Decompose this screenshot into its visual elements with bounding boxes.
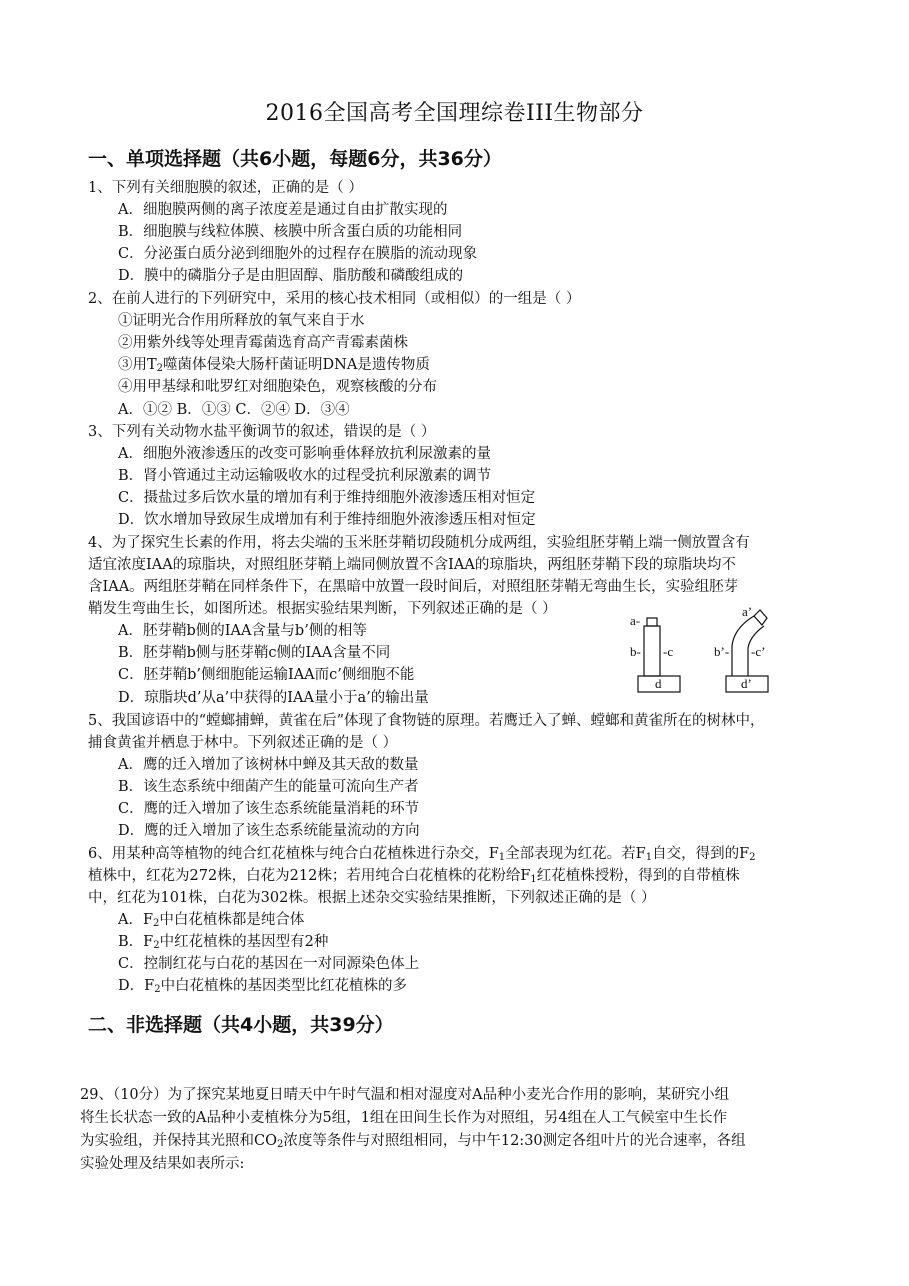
question-5-stem-1: 5、我国谚语中的“螳螂捕蝉，黄雀在后”体现了食物链的原理。若鹰迁入了蝉、螳螂和黄雀所在的树林中， xyxy=(88,713,765,729)
q2-item-3: ③用$T_2$噬菌体侵染大肠杆菌证明DNA是遗传物质 xyxy=(118,357,430,374)
label-c: -c xyxy=(663,644,674,659)
question-29-line-2: 将生长状态一致的A品种小麦植株分为5组，1组在田间生长作为对照组，另4组在人工气候室中生长作 xyxy=(80,1110,728,1126)
coleoptile-diagram xyxy=(626,606,786,698)
coleoptile-control xyxy=(644,626,660,676)
q2-item-4: ④用甲基绿和吡罗红对细胞染色，观察核酸的分布 xyxy=(118,379,437,395)
question-1-stem: 1、下列有关细胞膜的叙述，正确的是（ ） xyxy=(88,180,363,196)
q5-option-b: B．该生态系统中细菌产生的能量可流向生产者 xyxy=(118,779,419,795)
q5-option-a: A．鹰的迁入增加了该树林中蝉及其天敌的数量 xyxy=(118,757,419,773)
q2-item-2: ②用紫外线等处理青霉菌选育高产青霉素菌株 xyxy=(118,335,408,351)
question-29-line-3: 为实验组，并保持其光照和$CO_2$浓度等条件与对照组相同，与中午12:30测定各组叶片的光合速率，各组 xyxy=(80,1133,746,1150)
section-heading-nonchoice: 二、非选择题（共4小题，共39分） xyxy=(88,1014,394,1036)
question-4-stem-2: 适宜浓度IAA的琼脂块，对照组胚芽鞘上端同侧放置不含IAA的琼脂块，两组胚芽鞘下段的琼脂块均不 xyxy=(88,557,736,573)
question-4-stem-1: 4、为了探究生长素的作用，将去尖端的玉米胚芽鞘切段随机分成两组，实验组胚芽鞘上端一侧放置含有 xyxy=(88,535,750,551)
question-2-stem: 2、在前人进行的下列研究中，采用的核心技术相同（或相似）的一组是（ ） xyxy=(88,291,581,307)
agar-block-a xyxy=(647,618,657,626)
q3-option-c: C．摄盐过多后饮水量的增加有利于维持细胞外液渗透压相对恒定 xyxy=(118,490,536,506)
question-29-line-4: 实验处理及结果如表所示: xyxy=(80,1156,245,1172)
q1-option-b: B．细胞膜与线粒体膜、核膜中所含蛋白质的功能相同 xyxy=(118,224,463,240)
q1-option-a: A．细胞膜两侧的离子浓度差是通过自由扩散实现的 xyxy=(118,202,448,218)
q6-option-d: D．$F_2$中白花植株的基因类型比红花植株的多 xyxy=(118,978,408,995)
q3-option-b: B．肾小管通过主动运输吸收水的过程受抗利尿激素的调节 xyxy=(118,468,492,484)
label-a: a- xyxy=(630,613,641,628)
q5-option-d: D．鹰的迁入增加了该生态系统能量流动的方向 xyxy=(118,823,420,839)
question-6-stem-3: 中，红花为101株，白花为302株。根据上述杂交实验结果推断，下列叙述正确的是（ ） xyxy=(88,890,656,906)
q4-option-a: A．胚芽鞘b侧的IAA含量与b’侧的相等 xyxy=(118,623,367,639)
question-3-stem: 3、下列有关动物水盐平衡调节的叙述，错误的是（ ） xyxy=(88,424,436,440)
question-6-stem-1: 6、用某种高等植物的纯合红花植株与纯合白花植株进行杂交，$F_1$全部表现为红花。若$F_1$自交，得到的$F_2$ xyxy=(88,846,756,863)
label-c-prime: -c’ xyxy=(751,644,766,659)
q6-option-a: A．$F_2$中白花植株都是纯合体 xyxy=(118,912,305,929)
label-a-prime: a’ xyxy=(742,606,753,619)
label-d: d xyxy=(655,676,662,691)
q3-option-d: D．饮水增加导致尿生成增加有利于维持细胞外液渗透压相对恒定 xyxy=(118,512,536,528)
q6-option-c: C．控制红花与白花的基因在一对同源染色体上 xyxy=(118,956,420,972)
label-b: b- xyxy=(630,644,641,659)
q4-option-b: B．胚芽鞘b侧与胚芽鞘c侧的IAA含量不同 xyxy=(118,645,391,661)
question-5-stem-2: 捕食黄雀并栖息于林中。下列叙述正确的是（ ） xyxy=(88,735,398,751)
q5-option-c: C．鹰的迁入增加了该生态系统能量消耗的环节 xyxy=(118,801,420,817)
q4-option-d: D．琼脂块d’从a’中获得的IAA量小于a’的输出量 xyxy=(118,690,429,706)
q2-item-1: ①证明光合作用所释放的氧气来自于水 xyxy=(118,313,365,329)
section-heading-choice: 一、单项选择题（共6小题，每题6分，共36分） xyxy=(88,148,502,170)
q2-answer-options: A．①② B．①③ C．②④ D．③④ xyxy=(118,402,350,418)
q6-option-b: B．$F_2$中红花植株的基因型有2种 xyxy=(118,934,329,951)
agar-block-a-prime xyxy=(754,610,767,625)
q1-option-d: D．膜中的磷脂分子是由胆固醇、脂肪酸和磷酸组成的 xyxy=(118,268,464,284)
question-4-stem-4: 鞘发生弯曲生长，如图所述。根据实验结果判断，下列叙述正确的是（ ） xyxy=(88,601,557,617)
q1-option-c: C．分泌蛋白质分泌到细胞外的过程存在膜脂的流动现象 xyxy=(118,246,478,262)
question-4-stem-3: 含IAA。两组胚芽鞘在同样条件下，在黑暗中放置一段时间后，对照组胚芽鞘无弯曲生长，实验组胚芽 xyxy=(88,579,739,595)
label-d-prime: d’ xyxy=(741,676,752,691)
label-b-prime: b’- xyxy=(714,644,730,659)
q3-option-a: A．细胞外液渗透压的改变可影响垂体释放抗利尿激素的量 xyxy=(118,446,491,462)
q4-option-c: C．胚芽鞘b’侧细胞能运输IAA而c’侧细胞不能 xyxy=(118,667,415,683)
question-29-line-1: 29、（10分）为了探究某地夏日晴天中午时气温和相对湿度对A品种小麦光合作用的影响，某研究小组 xyxy=(80,1087,730,1103)
question-6-stem-2: 植株中，红花为272株，白花为212株；若用纯合白花植株的花粉给$F_1$红花植株授粉，得到的自带植株 xyxy=(88,868,740,885)
page-title: 2016全国高考全国理综卷III生物部分 xyxy=(265,101,644,126)
